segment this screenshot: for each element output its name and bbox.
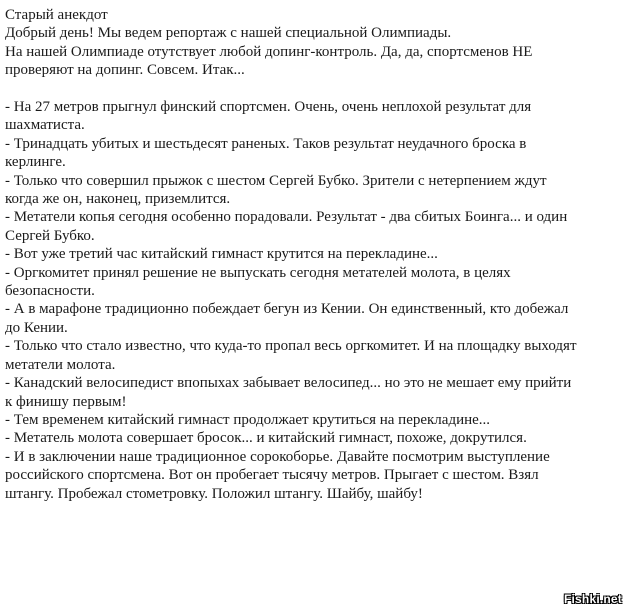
body-line: - Вот уже третий час китайский гимнаст крутится на перекладине... (5, 246, 438, 263)
body-line: - И в заключении наше традиционное сорокоборье. Давайте посмотрим выступление (5, 448, 550, 465)
intro-line: проверяют на допинг. Совсем. Итак... (5, 62, 245, 79)
intro-line: Добрый день! Мы ведем репортаж с нашей специальной Олимпиады. (5, 25, 452, 42)
body-line: к финишу первым! (5, 393, 127, 410)
body-line: штангу. Пробежал стометровку. Положил штангу. Шайбу, шайбу! (5, 485, 423, 502)
paragraph-gap (5, 80, 619, 98)
body-line: российского спортсмена. Вот он пробегает тысячу метров. Прыгает с шестом. Взял (5, 467, 539, 484)
body-line: до Кении. (5, 319, 68, 336)
body-line: безопасности. (5, 283, 95, 300)
doc-title: Старый анекдот (5, 7, 108, 23)
body-line: - Только что совершил прыжок с шестом Сергей Бубко. Зрители с нетерпением ждут (5, 172, 547, 189)
body-line: метатели молота. (5, 356, 116, 373)
body-line: - Метатель молота совершает бросок... и китайский гимнаст, похоже, докрутился. (5, 430, 527, 447)
body-line: - Метатели копья сегодня особенно порадовали. Результат - два сбитых Боинга... и один (5, 209, 568, 226)
body-line: керлинге. (5, 154, 66, 171)
intro-line: На нашей Олимпиаде отутствует любой допинг-контроль. Да, да, спортсменов НЕ (5, 43, 533, 60)
body-line: - Оргкомитет принял решение не выпускать сегодня метателей молота, в целях (5, 264, 511, 281)
body-line: когда же он, наконец, приземлится. (5, 191, 231, 208)
body-line: - На 27 метров прыгнул финский спортсмен. Очень, очень неплохой результат для (5, 99, 532, 116)
body-line: - Тем временем китайский гимнаст продолжает крутиться на перекладине... (5, 411, 491, 428)
body-line: шахматиста. (5, 117, 85, 134)
body-line: - Канадский велосипедист впопыхах забывает велосипед... но это не мешает ему прийти (5, 375, 572, 392)
body-line: - А в марафоне традиционно побеждает бегун из Кении. Он единственный, кто добежал (5, 301, 569, 318)
site-watermark: Fishki.net (563, 592, 622, 606)
body-line: - Только что стало известно, что куда-то пропал весь оргкомитет. И на площадку выходят (5, 338, 577, 355)
body-line: Сергей Бубко. (5, 227, 95, 244)
joke-document (5, 6, 619, 503)
body-line: - Тринадцать убитых и шестьдесят раненых. Таков результат неудачного броска в (5, 135, 527, 152)
